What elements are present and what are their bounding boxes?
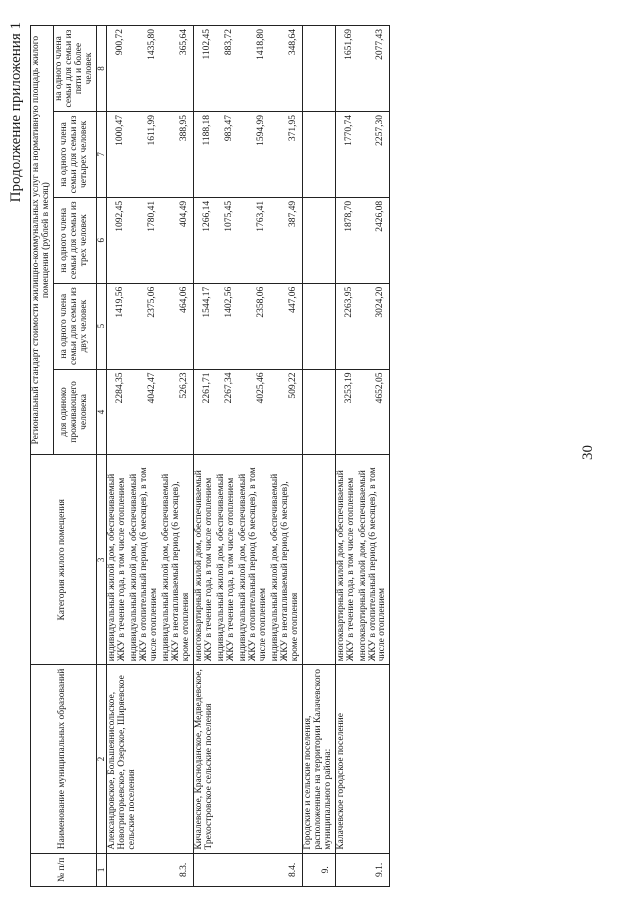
category-cell xyxy=(302,455,335,665)
value-cell: 1402,56 xyxy=(216,283,238,369)
value-cell: 1770,74 xyxy=(335,112,357,198)
value-cell: 2426,08 xyxy=(358,197,390,283)
standards-table xyxy=(30,25,390,887)
value-cell: 1544,17 xyxy=(194,283,216,369)
header-index-row xyxy=(96,26,106,887)
page-number: 30 xyxy=(580,445,596,460)
category-cell: индивидуальный жилой дом, обеспечиваемый ЖКУ в отопительный период (6 месяцев), в том числе отоплением xyxy=(129,455,161,665)
value-cell: 2077,43 xyxy=(358,26,390,112)
value-cell xyxy=(302,197,335,283)
index-3: 3 xyxy=(96,455,106,665)
value-cell: 1000,47 xyxy=(107,112,129,198)
header-sub-2: на одного члена семьи для семьи из двух человек xyxy=(53,283,96,369)
index-5: 5 xyxy=(96,283,106,369)
header-municipality: Наименование муниципальных образований xyxy=(31,665,97,853)
value-cell: 4025,46 xyxy=(238,369,270,455)
value-cell: 983,47 xyxy=(216,112,238,198)
value-cell: 1418,80 xyxy=(238,26,270,112)
municipality-name: Александровское, Большеянисольское, Новогригорьевское, Озерское, Ширяевское сельские поселения xyxy=(107,665,194,853)
value-cell: 2261,71 xyxy=(194,369,216,455)
value-cell: 1878,70 xyxy=(335,197,357,283)
value-cell: 3253,19 xyxy=(335,369,357,455)
value-cell: 1092,45 xyxy=(107,197,129,283)
header-standard: Региональный стандарт стоимости жилищно-коммунальных услуг на нормативную площадь жилого помещения (рублей в месяц) xyxy=(31,26,54,455)
index-2: 2 xyxy=(96,665,106,853)
value-cell: 2263,95 xyxy=(335,283,357,369)
category-cell: индивидуальный жилой дом, обеспечиваемый ЖКУ в неотапливаемый период (6 месяцев), кроме отопления xyxy=(161,455,193,665)
value-cell: 2358,06 xyxy=(238,283,270,369)
category-cell: индивидуальный жилой дом, обеспечиваемый ЖКУ в неотапливаемый период (6 месяцев), кроме отопления xyxy=(270,455,302,665)
value-cell: 387,49 xyxy=(270,197,302,283)
value-cell: 883,72 xyxy=(216,26,238,112)
value-cell: 388,95 xyxy=(161,112,193,198)
table-row xyxy=(335,26,357,887)
value-cell: 526,23 xyxy=(161,369,193,455)
value-cell: 464,06 xyxy=(161,283,193,369)
value-cell: 371,95 xyxy=(270,112,302,198)
value-cell: 1651,69 xyxy=(335,26,357,112)
value-cell xyxy=(302,26,335,112)
value-cell: 1594,99 xyxy=(238,112,270,198)
value-cell: 1419,56 xyxy=(107,283,129,369)
value-cell: 404,49 xyxy=(161,197,193,283)
header-sub-3: на одного члена семьи для семьи из трех человек xyxy=(53,197,96,283)
value-cell: 1763,41 xyxy=(238,197,270,283)
category-cell: многоквартирный жилой дом, обеспечиваемый ЖКУ в течение года, в том числе отоплением xyxy=(194,455,216,665)
header-sub-5: на одного члена семьи для семьи из пяти и более человек xyxy=(53,26,96,112)
index-1: 1 xyxy=(96,853,106,886)
category-cell: индивидуальный жилой дом, обеспечиваемый ЖКУ в течение года, в том числе отоплением xyxy=(216,455,238,665)
index-6: 6 xyxy=(96,197,106,283)
header-sub-4: на одного члена семьи для семьи из четырех человек xyxy=(53,112,96,198)
continuation-title: Продолжение приложения 1 xyxy=(8,22,24,203)
row-number: 8.3. xyxy=(107,853,194,886)
table-row xyxy=(194,26,216,887)
table-row xyxy=(107,26,129,887)
index-7: 7 xyxy=(96,112,106,198)
value-cell: 348,64 xyxy=(270,26,302,112)
header-sub-1: для одиноко проживающего человека xyxy=(53,369,96,455)
value-cell: 900,72 xyxy=(107,26,129,112)
category-cell: многоквартирный жилой дом, обеспечиваемый ЖКУ в отопительный период (6 месяцев), в том числе отоплением xyxy=(358,455,390,665)
value-cell: 447,06 xyxy=(270,283,302,369)
value-cell: 1780,41 xyxy=(129,197,161,283)
category-cell: индивидуальный жилой дом, обеспечиваемый ЖКУ в течение года, в том числе отоплением xyxy=(107,455,129,665)
table-row xyxy=(302,26,335,887)
category-cell: многоквартирный жилой дом, обеспечиваемый ЖКУ в течение года, в том числе отоплением xyxy=(335,455,357,665)
municipality-name: Калачевское городское поселение xyxy=(335,665,390,853)
header-row-top xyxy=(31,26,54,887)
index-4: 4 xyxy=(96,369,106,455)
value-cell: 1435,80 xyxy=(129,26,161,112)
value-cell: 1102,45 xyxy=(194,26,216,112)
value-cell: 1075,45 xyxy=(216,197,238,283)
value-cell: 509,22 xyxy=(270,369,302,455)
value-cell: 4652,05 xyxy=(358,369,390,455)
index-8: 8 xyxy=(96,26,106,112)
row-number: 8.4. xyxy=(194,853,303,886)
value-cell xyxy=(302,283,335,369)
row-number: 9.1. xyxy=(335,853,390,886)
value-cell: 4042,47 xyxy=(129,369,161,455)
header-no: № п/п xyxy=(31,853,97,886)
value-cell: 365,64 xyxy=(161,26,193,112)
row-number: 9. xyxy=(302,853,335,886)
municipality-name: Кичалевское, Красноданское, Медведевское, Трехостровское сельские поселения xyxy=(194,665,303,853)
value-cell: 3024,20 xyxy=(358,283,390,369)
value-cell: 1611,99 xyxy=(129,112,161,198)
value-cell: 2267,34 xyxy=(216,369,238,455)
value-cell: 1266,14 xyxy=(194,197,216,283)
municipality-name: Городские и сельские поселения, расположенные на территории Калачевского муниципального района: xyxy=(302,665,335,853)
value-cell xyxy=(302,112,335,198)
value-cell: 2375,06 xyxy=(129,283,161,369)
value-cell: 2284,35 xyxy=(107,369,129,455)
value-cell xyxy=(302,369,335,455)
value-cell: 1188,18 xyxy=(194,112,216,198)
header-category: Категория жилого помещения xyxy=(31,455,97,665)
category-cell: индивидуальный жилой дом, обеспечиваемый ЖКУ в отопительный период (6 месяцев), в том числе отоплением xyxy=(238,455,270,665)
value-cell: 2257,30 xyxy=(358,112,390,198)
